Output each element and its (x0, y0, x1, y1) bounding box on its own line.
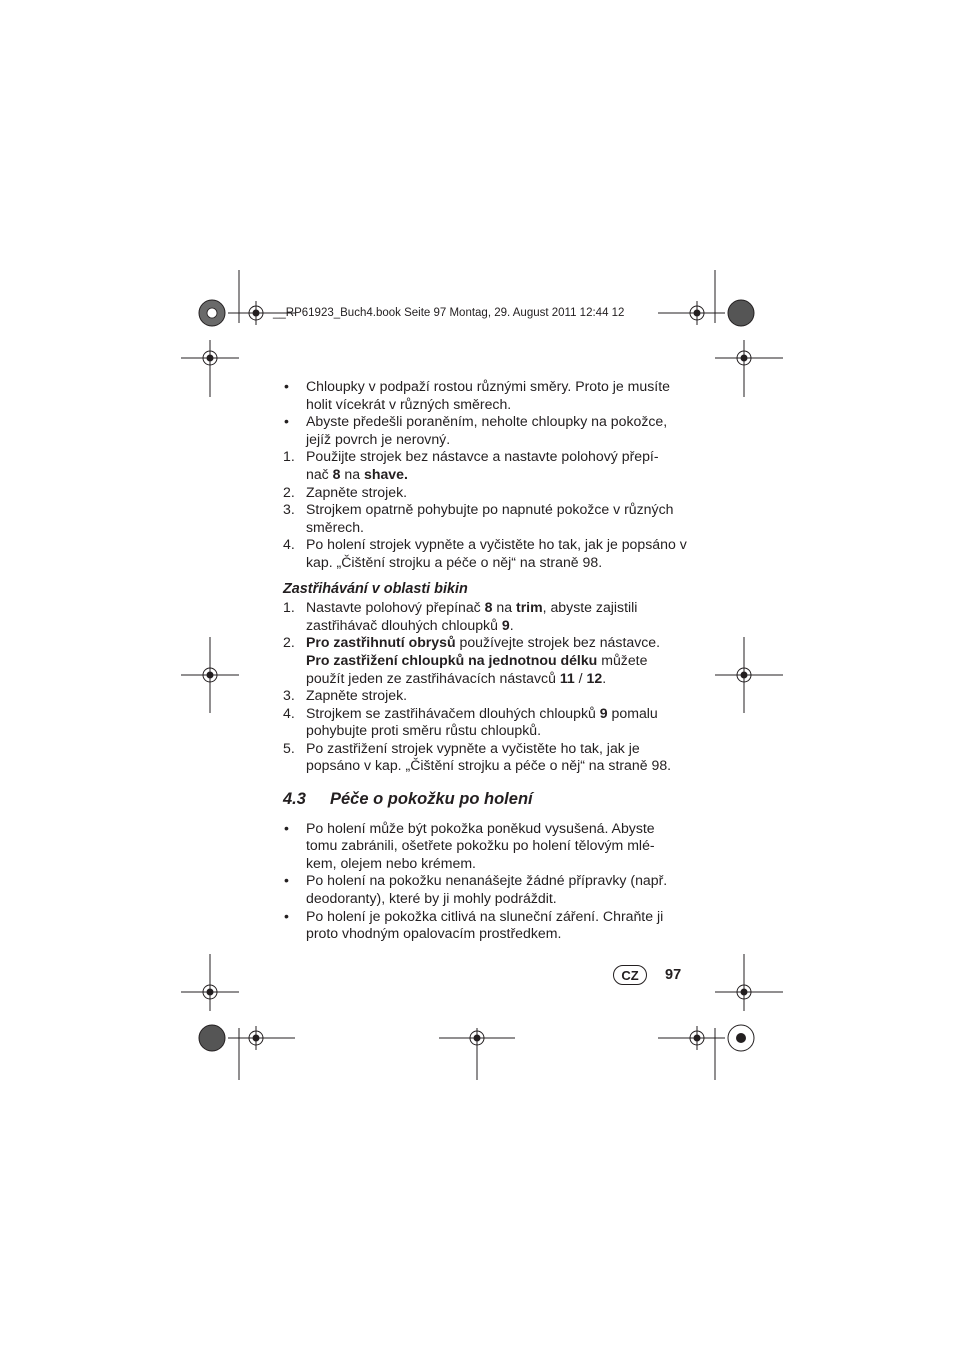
item-text: Použijte strojek bez nástavce a nastavte polohový přepí- nač 8 na shave. (306, 448, 659, 482)
step-number: 3. (283, 687, 295, 704)
bullet-item (283, 378, 688, 413)
item-text: Pro zastřihnutí obrysů používejte strojek bez nástavce. Pro zastřižení chloupků na jednotnou délku můžete použít jeden ze zastřihávacích nástavců 11 / 12. (306, 634, 661, 686)
language-badge: CZ (613, 965, 647, 985)
registration-target-icon (181, 954, 239, 1011)
step-number: 3. (283, 501, 295, 518)
item-text: Po holení je pokožka citlivá na sluneční záření. Chraňte ji proto vhodným opalovacím prostředkem. (306, 907, 664, 942)
step-number: 1. (283, 599, 295, 616)
bullet-marker: • (284, 413, 289, 430)
registration-target-icon (715, 340, 783, 397)
color-wheel-icon (728, 300, 754, 326)
color-wheel-icon (199, 300, 225, 326)
step-item (283, 599, 688, 634)
step-item (283, 448, 688, 483)
item-text: Strojkem opatrně pohybujte po napnuté pokožce v různých směrech. (306, 501, 674, 535)
step-item (283, 687, 688, 705)
registration-target-icon (439, 1028, 515, 1080)
registration-target-icon (181, 340, 239, 397)
step-item (283, 501, 688, 536)
item-text: Zapněte strojek. (306, 687, 408, 704)
step-number: 2. (283, 634, 295, 651)
page-content (283, 378, 688, 943)
step-item (283, 705, 688, 740)
registration-target-icon (658, 270, 725, 325)
color-wheel-icon (728, 1025, 754, 1051)
step-item (283, 484, 688, 502)
step-number: 2. (283, 483, 295, 500)
step-number: 5. (283, 739, 295, 756)
item-text: Po holení na pokožku nenanášejte žádné přípravky (např. deodoranty), které by ji mohly podráždit. (306, 872, 668, 907)
bullet-list-shaving-tips (283, 378, 688, 448)
step-item (283, 536, 688, 571)
numbered-steps-bikini (283, 599, 688, 775)
step-number: 4. (283, 536, 295, 553)
bullet-marker: • (284, 907, 289, 924)
color-wheel-icon (199, 1025, 225, 1051)
step-item (283, 634, 688, 687)
bullet-marker: • (284, 819, 289, 836)
numbered-steps-shaving (283, 448, 688, 571)
step-number: 1. (283, 448, 295, 465)
bullet-item (283, 820, 688, 873)
item-text: Po holení může být pokožka poněkud vysušená. Abyste tomu zabránili, ošetřete pokožku po holení tělovým mlé- kem, olejem nebo krémem. (306, 819, 655, 871)
subheading-bikini: Zastřihávání v oblasti bikin (283, 580, 468, 597)
section-title: Péče o pokožku po holení (330, 790, 533, 809)
step-number: 4. (283, 704, 295, 721)
item-text: Strojkem se zastřihávačem dlouhých chloupků 9 pomalu pohybujte proti směru růstu chloupků. (306, 704, 658, 739)
bullet-item (283, 908, 688, 943)
registration-target-icon (715, 954, 783, 1011)
item-text: Chloupky v podpaží rostou různými směry. Proto je musíte holit vícekrát v různých směrech. (306, 378, 670, 412)
section-heading (283, 791, 688, 809)
print-header-line: __RP61923_Buch4.book Seite 97 Montag, 29. August 2011 12:44 12 (273, 307, 625, 319)
bullet-list-skin-care (283, 820, 688, 943)
registration-target-icon (658, 1026, 725, 1080)
registration-target-icon (181, 637, 239, 713)
section-number: 4.3 (283, 790, 306, 809)
registration-target-icon (715, 637, 783, 713)
bullet-marker: • (284, 378, 289, 394)
registration-target-icon (228, 1026, 295, 1080)
bullet-marker: • (284, 872, 289, 889)
item-text: Po holení strojek vypněte a vyčistěte ho tak, jak je popsáno v kap. „Čištění strojku a péče o něj“ na straně 98. (306, 536, 687, 570)
item-text: Abyste předešli poraněním, neholte chloupky na pokožce, jejíž povrch je nerovný. (306, 413, 668, 447)
bullet-item (283, 413, 688, 448)
item-text: Po zastřižení strojek vypněte a vyčistěte ho tak, jak je popsáno v kap. „Čištění strojku a péče o něj“ na straně 98. (306, 739, 672, 774)
bullet-item (283, 872, 688, 907)
item-text: Nastavte polohový přepínač 8 na trim, abyste zajistili zastřihávač dlouhých chloupků 9. (306, 599, 638, 633)
step-item (283, 740, 688, 775)
page-number: 97 (665, 967, 682, 983)
item-text: Zapněte strojek. (306, 483, 408, 500)
